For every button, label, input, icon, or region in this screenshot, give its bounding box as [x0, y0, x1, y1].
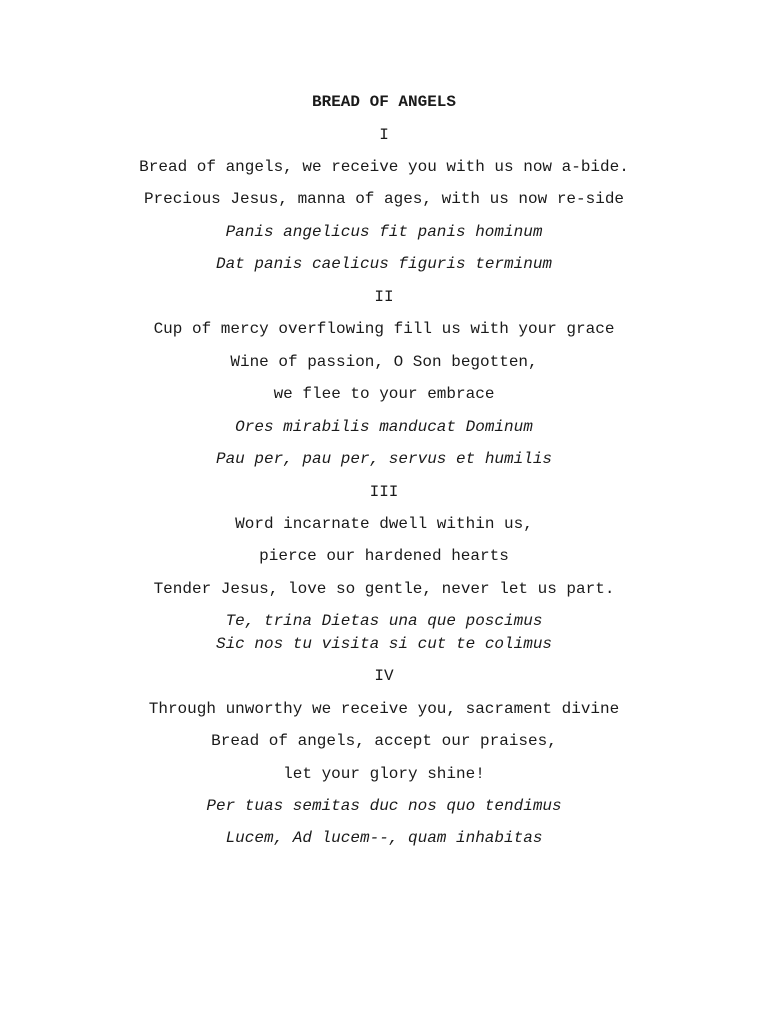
lyric-line: Tender Jesus, love so gentle, never let us part.: [153, 580, 615, 598]
lyric-line: we flee to your embrace: [273, 385, 495, 403]
lyric-line: Precious Jesus, manna of ages, with us now re-side: [143, 190, 625, 208]
verse-number: I: [379, 126, 389, 144]
verse-number: II: [374, 288, 394, 306]
lyric-line: Bread of angels, accept our praises,: [211, 732, 557, 750]
latin-lyric-line: Te, trina Dietas una que poscimus: [225, 612, 543, 630]
verse-number: III: [369, 483, 399, 501]
latin-lyric-line: Panis angelicus fit panis hominum: [225, 223, 543, 241]
latin-lyric-line: Dat panis caelicus figuris terminum: [215, 255, 553, 273]
verse-number: IV: [374, 667, 394, 685]
latin-lyric-line: Sic nos tu visita si cut te colimus: [215, 635, 553, 653]
latin-lyric-line: Lucem, Ad lucem--, quam inhabitas: [225, 829, 543, 847]
latin-lyric-line: Ores mirabilis manducat Dominum: [235, 418, 533, 436]
lyric-line: Through unworthy we receive you, sacrament divine: [148, 700, 620, 718]
lyric-line: Word incarnate dwell within us,: [235, 515, 533, 533]
lyric-line: let your glory shine!: [283, 765, 485, 783]
latin-lyric-line: Per tuas semitas duc nos quo tendimus: [206, 797, 562, 815]
lyric-line: pierce our hardened hearts: [259, 547, 509, 565]
lyric-line: Wine of passion, O Son begotten,: [230, 353, 538, 371]
latin-lyric-line: Pau per, pau per, servus et humilis: [215, 450, 553, 468]
lyric-line: Bread of angels, we receive you with us now a-bide.: [139, 158, 629, 176]
song-title: BREAD OF ANGELS: [311, 93, 457, 111]
lyric-line: Cup of mercy overflowing fill us with your grace: [153, 320, 615, 338]
